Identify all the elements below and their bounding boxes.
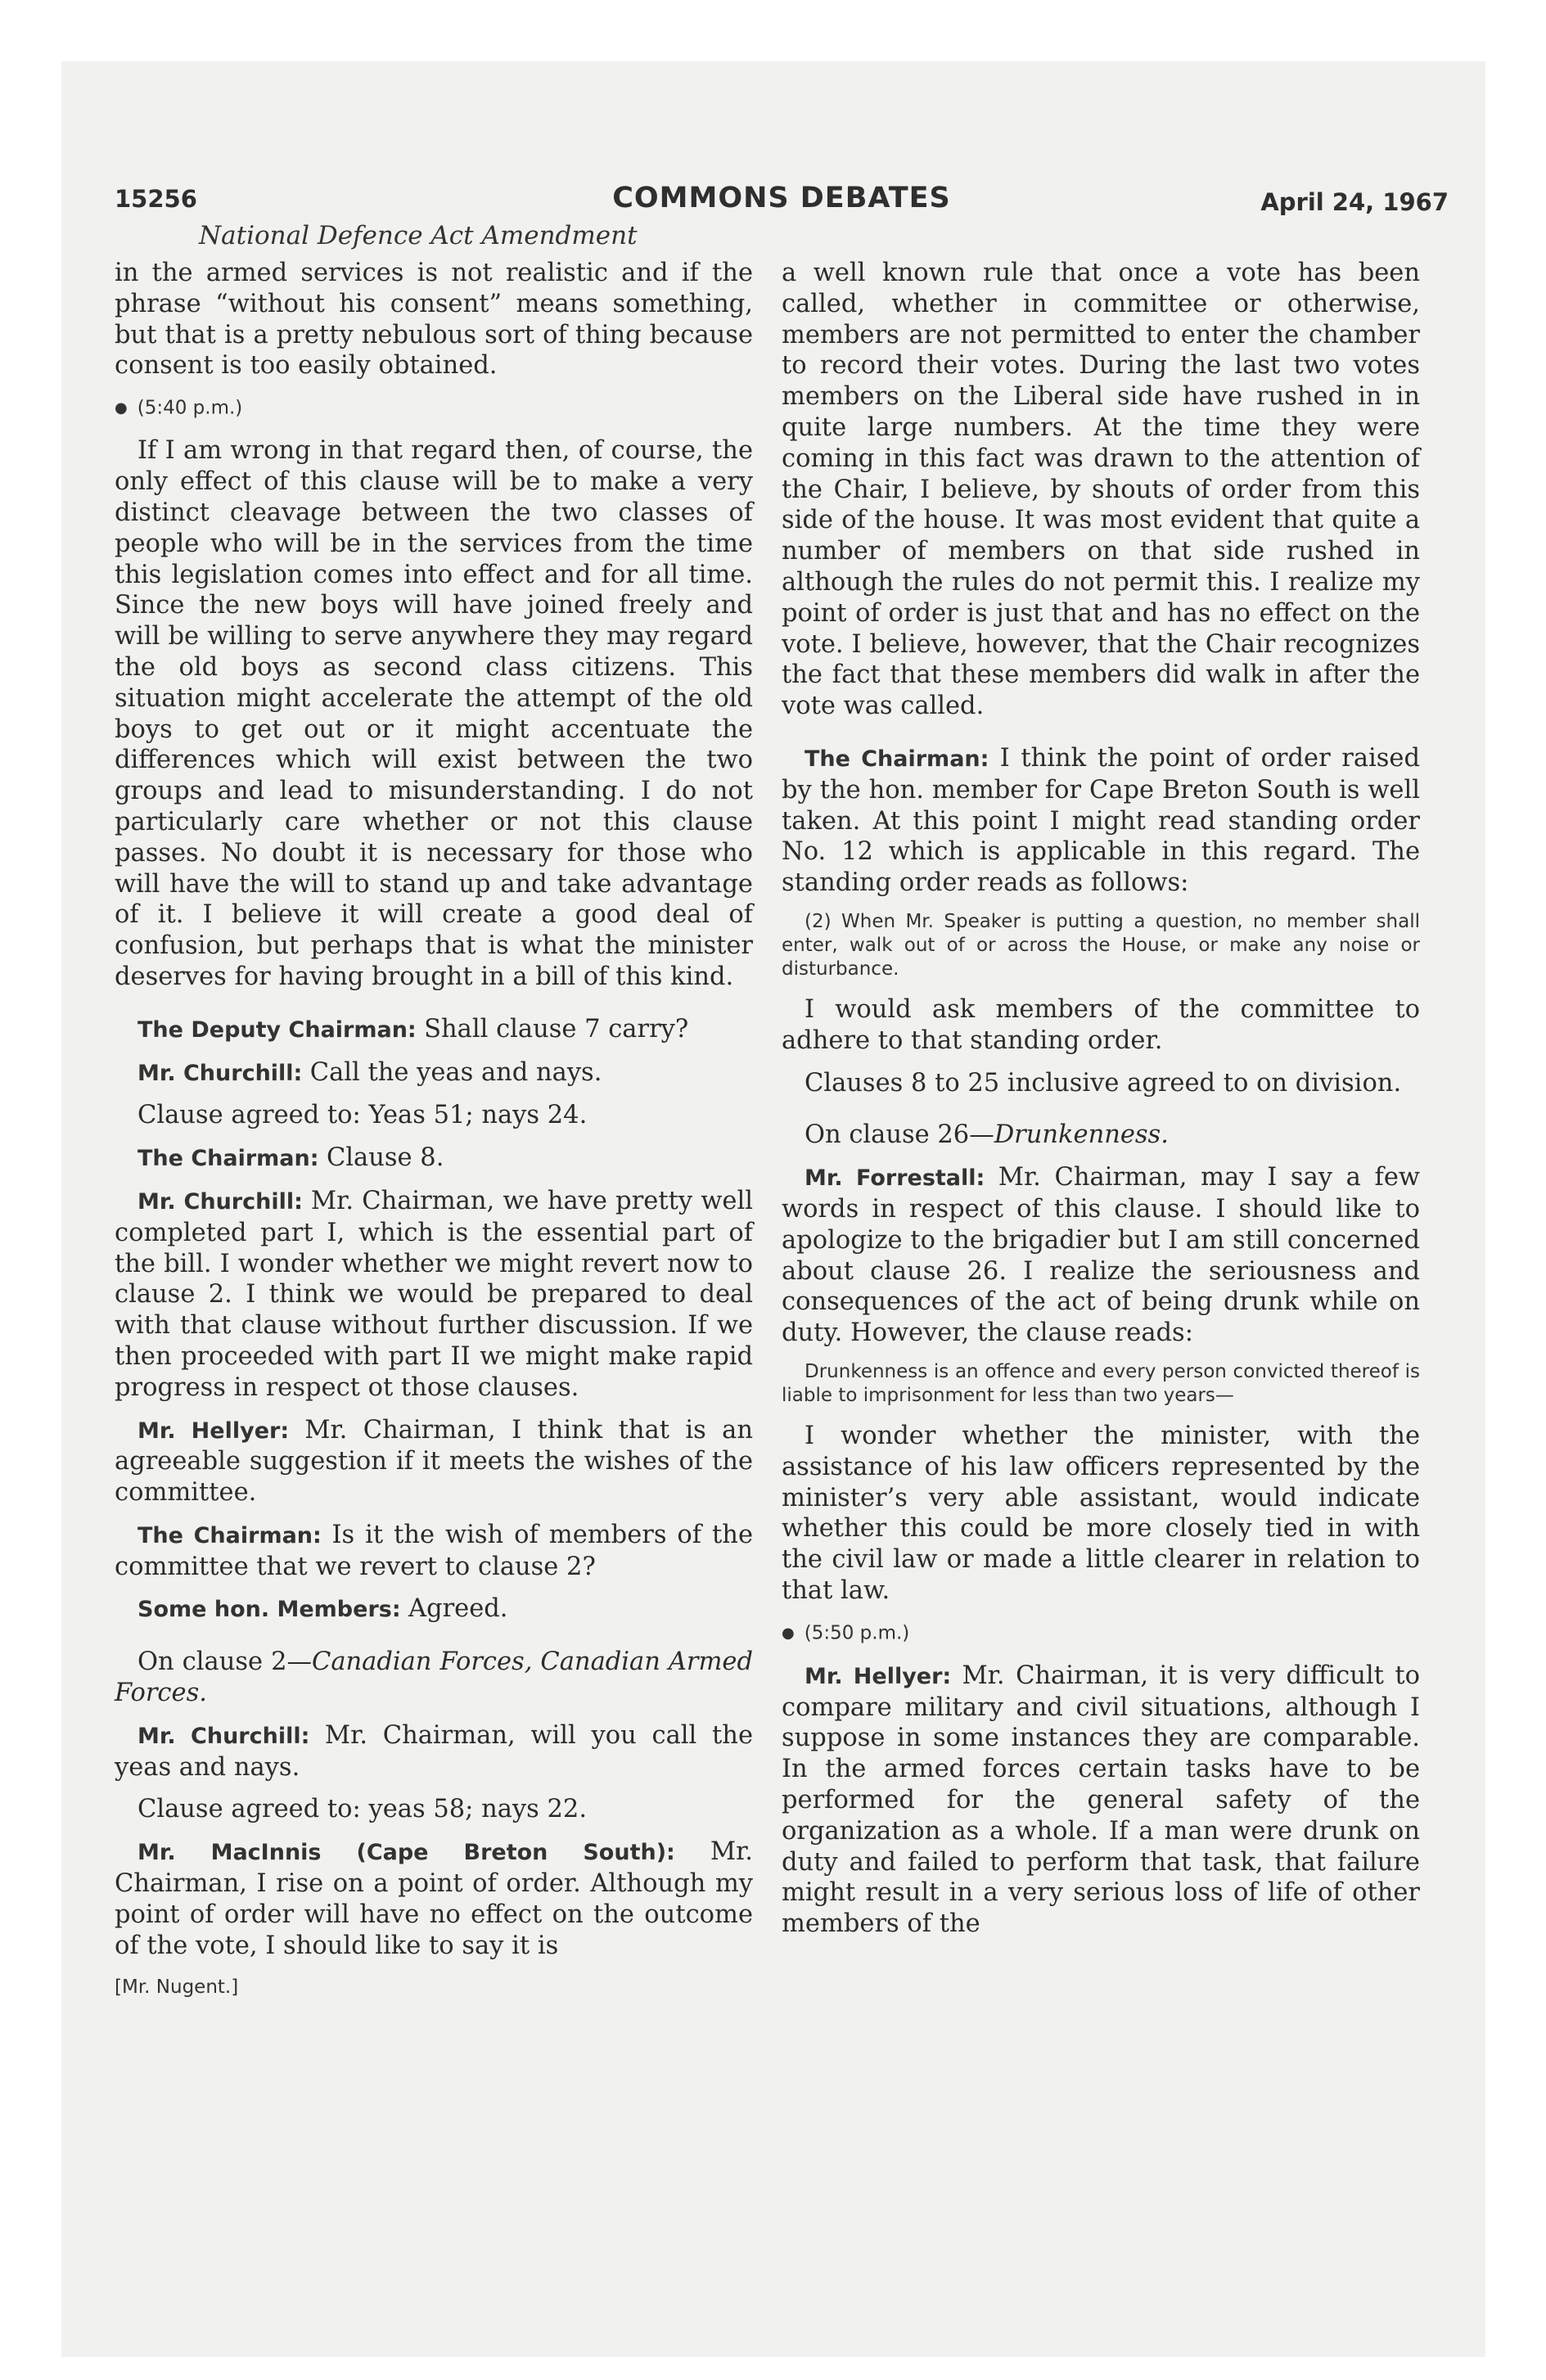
time-stamp: ● (5:40 p.m.) [115, 397, 243, 419]
speaker-name: Mr. Churchill: [137, 1188, 303, 1215]
paragraph: If I am wrong in that regard then, of course, the only effect of this clause will be to make a very distinct cleavage between the two classes of people who will be in the services from the time this legislation comes into effect and for all time. Since the new boys will have joined freely and will be willing to serve anywhere they may regard the old boys as second class citizens. This situation might accelerate the attempt of the old boys to get out or it might accentuate the differences which will exist between the two groups and lead to misunderstanding. I do not particularly care whether or not this clause passes. No doubt it is necessary for those who will have the will to stand up and take advantage of it. I believe it will create a good deal of confusion, but perhaps that is what the minister deserves for having brought in a bill of this kind. [115, 436, 753, 991]
speaker-name: The Chairman: [137, 1146, 319, 1172]
speech: The Chairman: Is it the wish of members of the committee that we revert to clause 2? [115, 1520, 753, 1581]
speech: The Deputy Chairman: Shall clause 7 carry? [137, 1014, 689, 1044]
page-header [115, 182, 1449, 223]
paragraph: in the armed services is not realistic and if the phrase “without his consent” means something, but that is a pretty nebulous sort of thing because consent is too easily obtained. [115, 259, 753, 381]
speaker-name: The Deputy Chairman: [137, 1016, 417, 1043]
clause-heading: On clause 26—Drunkenness. [805, 1120, 1169, 1150]
left-column [115, 258, 753, 2004]
time-stamp: ● (5:50 p.m.) [782, 1622, 910, 1644]
clause-heading: On clause 2—Canadian Forces, Canadian Armed Forces. [115, 1648, 753, 1708]
speaker-name: Mr. Churchill: [137, 1723, 310, 1749]
speech: Mr. Hellyer: Mr. Chairman, it is very difficult to compare military and civil situations, although I suppose in some instances they are comparable. In the armed forces certain tasks have to be performed for the general safety of the organization as a whole. If a man were drunk on duty and failed to perform that task, that failure might result in a very serious loss of life of other members of the [782, 1661, 1421, 1939]
speech: Mr. Hellyer: Mr. Chairman, I think that is an agreeable suggestion if it meets the wishes of the committee. [115, 1415, 753, 1508]
speaker-name: Mr. MacInnis (Cape Breton South): [137, 1840, 675, 1866]
speech: Mr. Churchill: Mr. Chairman, we have pretty well completed part I, which is the essential part of the bill. I wonder whether we might revert now to clause 2. I think we would be prepared to deal with that clause without further discussion. If we then proceeded with part II we might make rapid progress in respect ot those clauses. [115, 1186, 753, 1402]
speech: Mr. MacInnis (Cape Breton South): Mr. Chairman, I rise on a point of order. Although my point of order will have no effect on the outcome of the vote, I should like to say it is [115, 1837, 753, 1960]
quoted-standing-order: (2) When Mr. Speaker is putting a question, no member shall enter, walk out of or across the House, or make any noise or disturbance. [782, 910, 1420, 980]
page-number: 15256 [115, 185, 197, 213]
speaker-name: Mr. Forrestall: [805, 1165, 985, 1192]
speaker-name: The Chairman: [137, 1522, 322, 1548]
paragraph: I would ask members of the committee to adhere to that standing order. [782, 994, 1420, 1055]
publication-date: April 24, 1967 [1260, 188, 1449, 216]
speaker-name: Mr. Hellyer: [137, 1418, 290, 1444]
publication-title: COMMONS DEBATES [612, 182, 951, 214]
speaker-name: Mr. Hellyer: [805, 1663, 952, 1689]
speech: Some hon. Members: Agreed. [137, 1594, 508, 1624]
right-column [782, 258, 1420, 1951]
footnote: [Mr. Nugent.] [115, 1977, 239, 1999]
speech: Mr. Forrestall: Mr. Chairman, may I say a few words in respect of this clause. I should like to apologize to the brigadier but I am still concerned about clause 26. I realize the seriousness and consequences of the act of being drunk while on duty. However, the clause reads: [782, 1163, 1420, 1348]
paragraph: Clauses 8 to 25 inclusive agreed to on division. [805, 1068, 1402, 1098]
speaker-name: Some hon. Members: [137, 1597, 401, 1623]
speech: The Chairman: I think the point of order raised by the hon. member for Cape Breton South is well taken. At this point I might read standing order No. 12 which is applicable in this regard. The standing order reads as follows: [782, 743, 1420, 898]
bullet-icon: ● [782, 1624, 795, 1642]
paragraph: Clause agreed to: yeas 58; nays 22. [137, 1795, 588, 1824]
paragraph: Clause agreed to: Yeas 51; nays 24. [137, 1101, 588, 1130]
bullet-icon: ● [115, 399, 128, 417]
speech: The Chairman: Clause 8. [137, 1143, 444, 1173]
speaker-name: Mr. Churchill: [137, 1060, 303, 1086]
debate-subject: National Defence Act Amendment [199, 221, 638, 250]
paragraph: a well known rule that once a vote has been called, whether in committee or otherwise, members are not permitted to enter the chamber to record their votes. During the last two votes members on the Liberal side have rushed in in quite large numbers. At the time they were coming in this fact was drawn to the attention of the Chair, I believe, by shouts of order from this side of the house. It was most evident that quite a number of members on that side rushed in although the rules do not permit this. I realize my point of order is just that and has no effect on the vote. I believe, however, that the Chair recognizes the fact that these members did walk in after the vote was called. [782, 259, 1420, 721]
speaker-name: The Chairman: [805, 746, 989, 772]
speech: Mr. Churchill: Call the yeas and nays. [137, 1057, 602, 1087]
speech: Mr. Churchill: Mr. Chairman, will you call the yeas and nays. [115, 1720, 753, 1782]
quoted-clause: Drunkenness is an offence and every person convicted thereof is liable to imprisonment for less than two years— [782, 1360, 1420, 1406]
paragraph: I wonder whether the minister, with the assistance of his law officers represented by the minister’s very able assistant, would indicate whether this could be more closely tied in with the civil law or made a little clearer in relation to that law. [782, 1421, 1420, 1605]
